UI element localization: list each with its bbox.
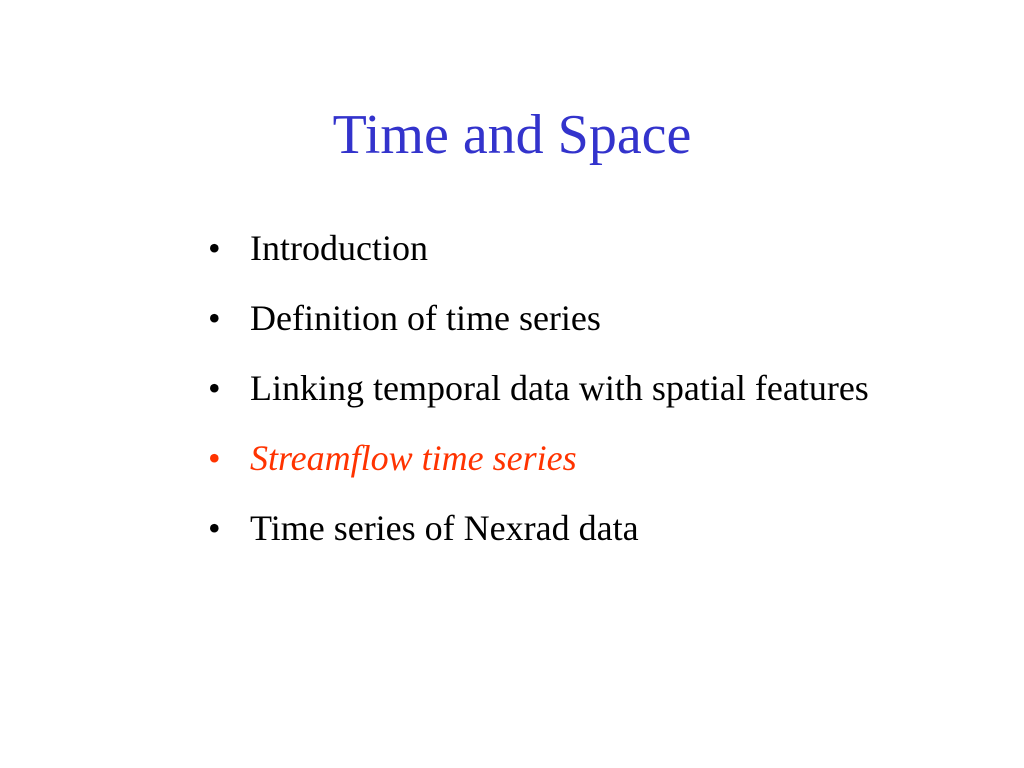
bullet-icon: • — [208, 368, 221, 408]
bullet-text: Time series of Nexrad data — [250, 508, 639, 548]
bullet-text: Definition of time series — [250, 298, 601, 338]
bullet-item-introduction — [208, 228, 908, 268]
bullet-icon: • — [208, 438, 221, 478]
bullet-text: Linking temporal data with spatial features — [250, 368, 869, 408]
bullet-icon: • — [208, 228, 221, 268]
slide-title: Time and Space — [332, 104, 692, 166]
bullet-item-streamflow — [208, 438, 908, 478]
bullet-icon: • — [208, 298, 221, 338]
bullet-text: Introduction — [250, 228, 428, 268]
bullet-item-linking — [208, 368, 908, 408]
bullet-icon: • — [208, 508, 221, 548]
bullet-text: Streamflow time series — [250, 438, 577, 478]
bullet-item-nexrad — [208, 508, 908, 548]
bullet-list — [208, 228, 908, 578]
bullet-item-definition — [208, 298, 908, 338]
